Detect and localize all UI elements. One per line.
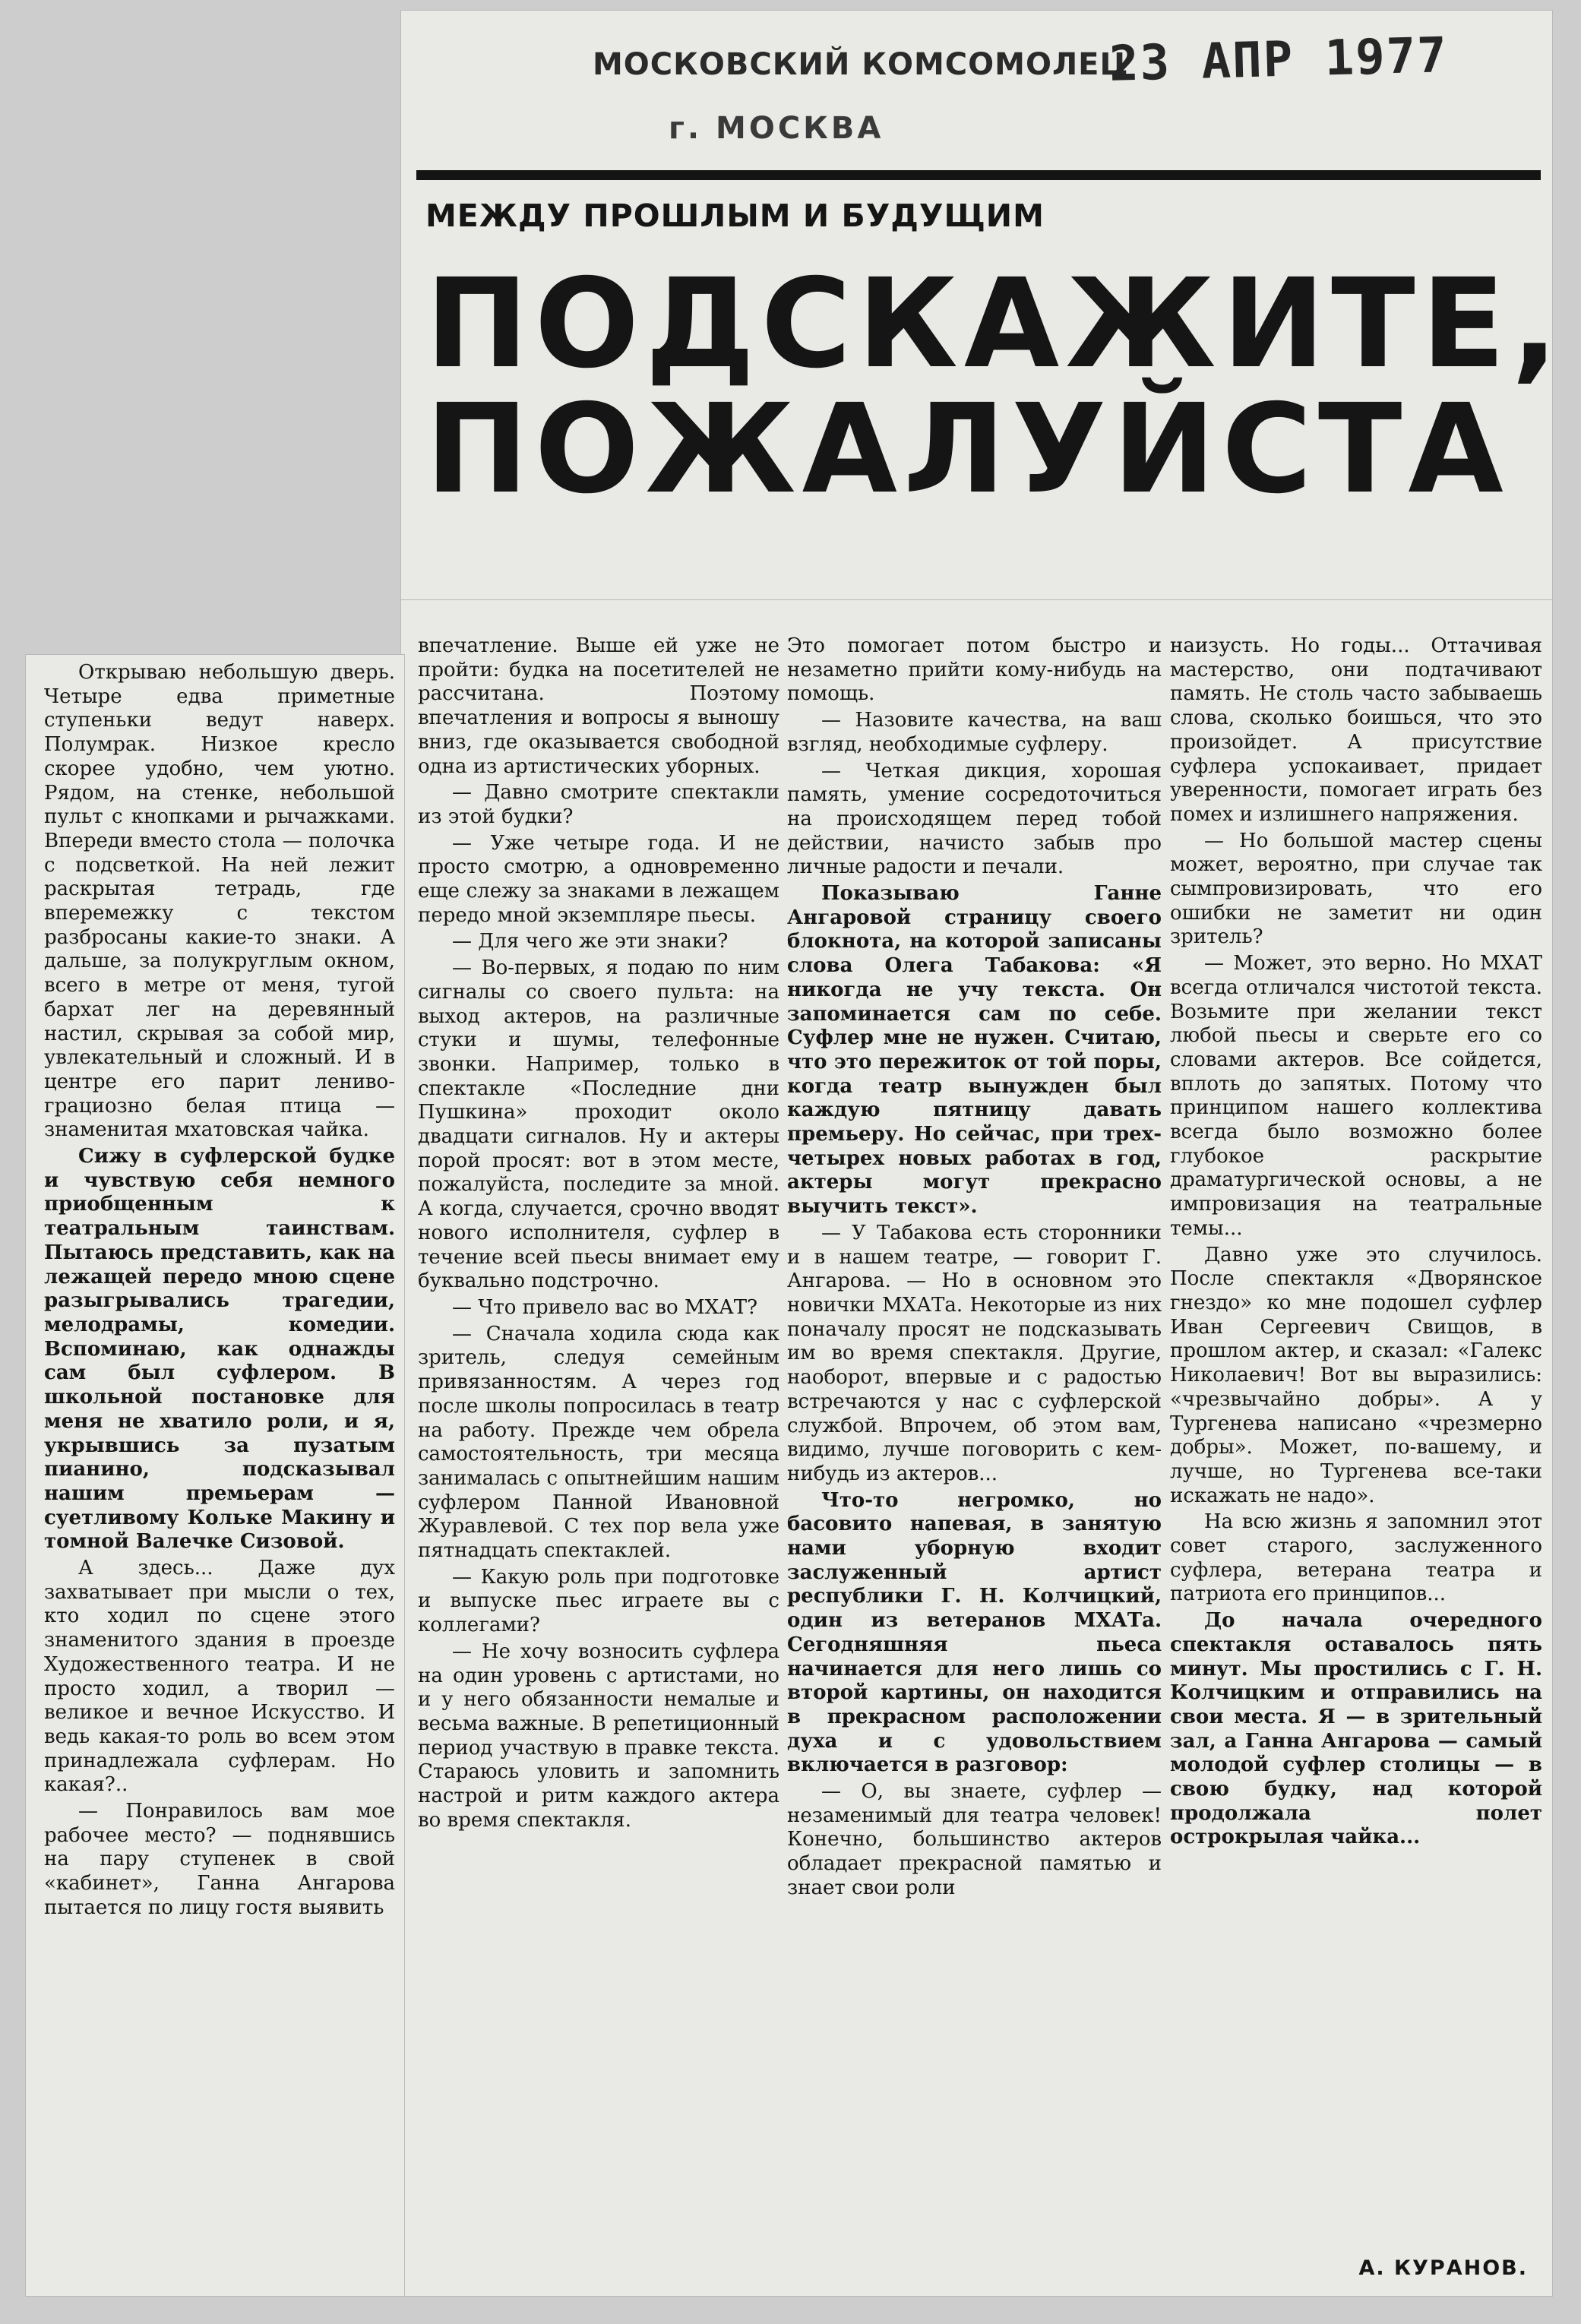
paragraph: впечатление. Выше ей уже не пройти: будка на посетителей не рассчитана. Поэтому впечатления и вопросы я выношу вниз, где оказывается свободной одна из артистических уборных. (418, 634, 779, 778)
paragraph: — Не хочу возносить суфлера на один уровень с артистами, но и у него обязанности немалые и весьма важные. В репетиционный период участвую в правке текста. Стараюсь уловить и запомнить настрой и ритм каждого актера во время спектакля. (418, 1639, 779, 1832)
paragraph: — О, вы знаете, суфлер — незаменимый для театра человек! Конечно, большинство актеров обладает прекрасной памятью и знает свои роли (787, 1780, 1162, 1899)
newspaper-stamp: МОСКОВСКИЙ КОМСОМОЛЕЦ (593, 47, 1129, 82)
paragraph: До начала очередного спектакля оставалось пять минут. Мы простились с Г. Н. Колчицким и отправились на свои места. Я — в зрительный зал, а Ганна Ангарова — самый молодой суфлер столицы — в свою будку, над которой продолжала полет острокрылая чайка... (1170, 1609, 1542, 1849)
paragraph: Открываю небольшую дверь. Четыре едва приметные ступеньки ведут наверх. Полумрак. Низкое кресло скорее удобно, чем уютно. Рядом, на стенке, небольшой пульт с кнопками и рычажками. Впереди вместо стола — полочка с подсветкой. На ней лежит раскрытая тетрадь, где вперемежку с текстом разбросаны какие-то знаки. А дальше, за полукруглым окном, всего в метре от меня, тугой бархат лег на деревянный настил, скрывая за собой мир, увлекательный и сложный. И в центре его парит лениво-грациозно белая птица — знаменитая мхатовская чайка. (44, 661, 395, 1142)
paragraph: наизусть. Но годы... Оттачивая мастерство, они подтачивают память. Не столь часто забываешь слова, сколько боишься, что это произойдет. А присутствие суфлера успокаивает, придает уверенности, помогает играть без помех и излишнего напряжения. (1170, 634, 1542, 826)
paragraph: — Какую роль при подготовке и выпуске пьес играете вы с коллегами? (418, 1565, 779, 1637)
paragraph: Что-то негромко, но басовито напевая, в занятую нами уборную входит заслуженный артист республики Г. Н. Колчицкий, один из ветеранов МХАТа. Сегодняшняя пьеса начинается для него лишь со второй картины, он находится в прекрасном расположении духа и с удовольствием включается в разговор: (787, 1488, 1162, 1777)
paragraph: А здесь... Даже дух захватывает при мысли о тех, кто ходил по сцене этого знаменитого здания в проезде Художественного театра. И не просто ходил, а творил — великое и вечное Искусство. И ведь какая-то роль во всем этом принадлежала суфлерам. Но какая?.. (44, 1557, 395, 1797)
paragraph: — Четкая дикция, хорошая память, умение сосредоточиться на происходящем перед тобой действии, начисто забыв про личные радости и печали. (787, 759, 1162, 879)
paragraph: На всю жизнь я запомнил этот совет старого, заслуженного суфлера, ветерана театра и патриота его принципов... (1170, 1510, 1542, 1606)
paragraph: — Для чего же эти знаки? (452, 930, 729, 953)
article-column-4 (1170, 634, 1542, 2291)
paragraph: — Понравилось вам мое рабочее место? — поднявшись на пару ступенек в свой «кабинет», Ганна Ангарова пытается по лицу гостя выявить (44, 1800, 395, 1919)
header-rule (416, 170, 1541, 180)
paragraph: — Сначала ходила сюда как зритель, следуя семейным привязанностям. А через год после школы попросилась в театр на работу. Прежде чем обрела самостоятельность, три месяца занималась с опытнейшим нашим суфлером Панной Ивановной Журавлевой. С тех пор вела уже пятнадцать спектаклей. (418, 1322, 779, 1563)
headline-line-1: ПОДСКАЖИТЕ, (425, 253, 1564, 396)
paragraph: — У Табакова есть сторонники и в нашем театре, — говорит Г. Ангарова. — Но в основном это новички МХАТа. Некоторые из них поначалу просят не подсказывать им во время спектакля. Другие, наоборот, впервые и с радостью встречаются у нас с суфлерской службой. Впрочем, об этом вам, видимо, лучше поговорить с кем-нибудь из актеров... (787, 1221, 1162, 1485)
paragraph: — Уже четыре года. И не просто смотрю, а одновременно еще слежу за знаками в лежащем передо мной экземпляре пьесы. (418, 831, 779, 927)
paragraph: — Давно смотрите спектакли из этой будки? (418, 781, 779, 828)
paragraph: — Во-первых, я подаю по ним сигналы со своего пульта: на выход актеров, на различные стуки и шумы, телефонные звонки. Например, только в спектакле «Последние дни Пушкина» проходит около двадцати сигналов. Ну и актеры порой просят: вот в этом месте, пожалуйста, последите за мной. А когда, случается, срочно вводят нового исполнителя, суфлер в течение всей пьесы внимает ему буквально подстрочно. (418, 956, 779, 1293)
article-column-3 (787, 634, 1162, 2291)
headline-line-2: ПОЖАЛУЙСТА (425, 378, 1510, 521)
city-stamp: г. МОСКВА (669, 111, 884, 146)
rubric: МЕЖДУ ПРОШЛЫМ И БУДУЩИМ (425, 198, 1045, 234)
paragraph: Показываю Ганне Ангаровой страницу своего блокнота, на которой записаны слова Олега Табакова: «Я никогда не учу текста. Он запоминается сам по себе. Суфлер мне не нужен. Считаю, что это пережиток от той поры, когда театр вынужден был каждую пятницу давать премьеру. Но сейчас, при трех-четырех новых работах в год, актеры могут прекрасно выучить текст». (787, 882, 1162, 1219)
paragraph: Давно уже это случилось. После спектакля «Дворянское гнездо» ко мне подошел суфлер Иван Сергеевич Свищов, в прошлом актер, и сказал: «Галекс Николаевич! Вот вы выразились: «чрезвычайно добры». А у Тургенева написано «чрезмерно добры». Может, по-вашему, и лучше, но Тургенева все-таки искажать не надо». (1170, 1243, 1542, 1507)
paragraph: — Назовите качества, на ваш взгляд, необходимые суфлеру. (787, 709, 1162, 756)
paragraph: — Но большой мастер сцены может, вероятно, при случае так сымпровизировать, что его ошибки не заметит ни один зритель? (1170, 829, 1542, 949)
article-column-2 (418, 634, 779, 2291)
paragraph: Это помогает потом быстро и незаметно прийти кому-нибудь на помощь. (787, 634, 1162, 706)
paragraph: Сижу в суфлерской будке и чувствую себя немного приобщенным к театральным таинствам. Пытаюсь представить, как на лежащей передо мною сцене разыгрывались трагедии, мелодрамы, комедии. Вспоминаю, как однажды сам был суфлером. В школьной постановке для меня не хватило роли, и я, укрывшись за пузатым пианино, подсказывал нашим премьерам — суетливому Кольке Макину и томной Валечке Сизовой. (44, 1145, 395, 1554)
date-stamp: 23 АПР 1977 (1108, 27, 1449, 93)
headline (425, 253, 1564, 521)
paragraph: — Что привело вас во МХАТ? (452, 1295, 758, 1319)
paragraph: — Может, это верно. Но МХАТ всегда отличался чистотой текста. Возьмите при желании текст любой пьесы и сверьте его со словами актеров. Все сойдется, вплоть до запятых. Потому что принципом нашего коллектива всегда было возможно более глубокое раскрытие драматургической основы, а не импровизация на театральные темы... (1170, 952, 1542, 1240)
article-column-1 (44, 661, 395, 2287)
author-signature: А. КУРАНОВ. (1358, 2256, 1528, 2280)
